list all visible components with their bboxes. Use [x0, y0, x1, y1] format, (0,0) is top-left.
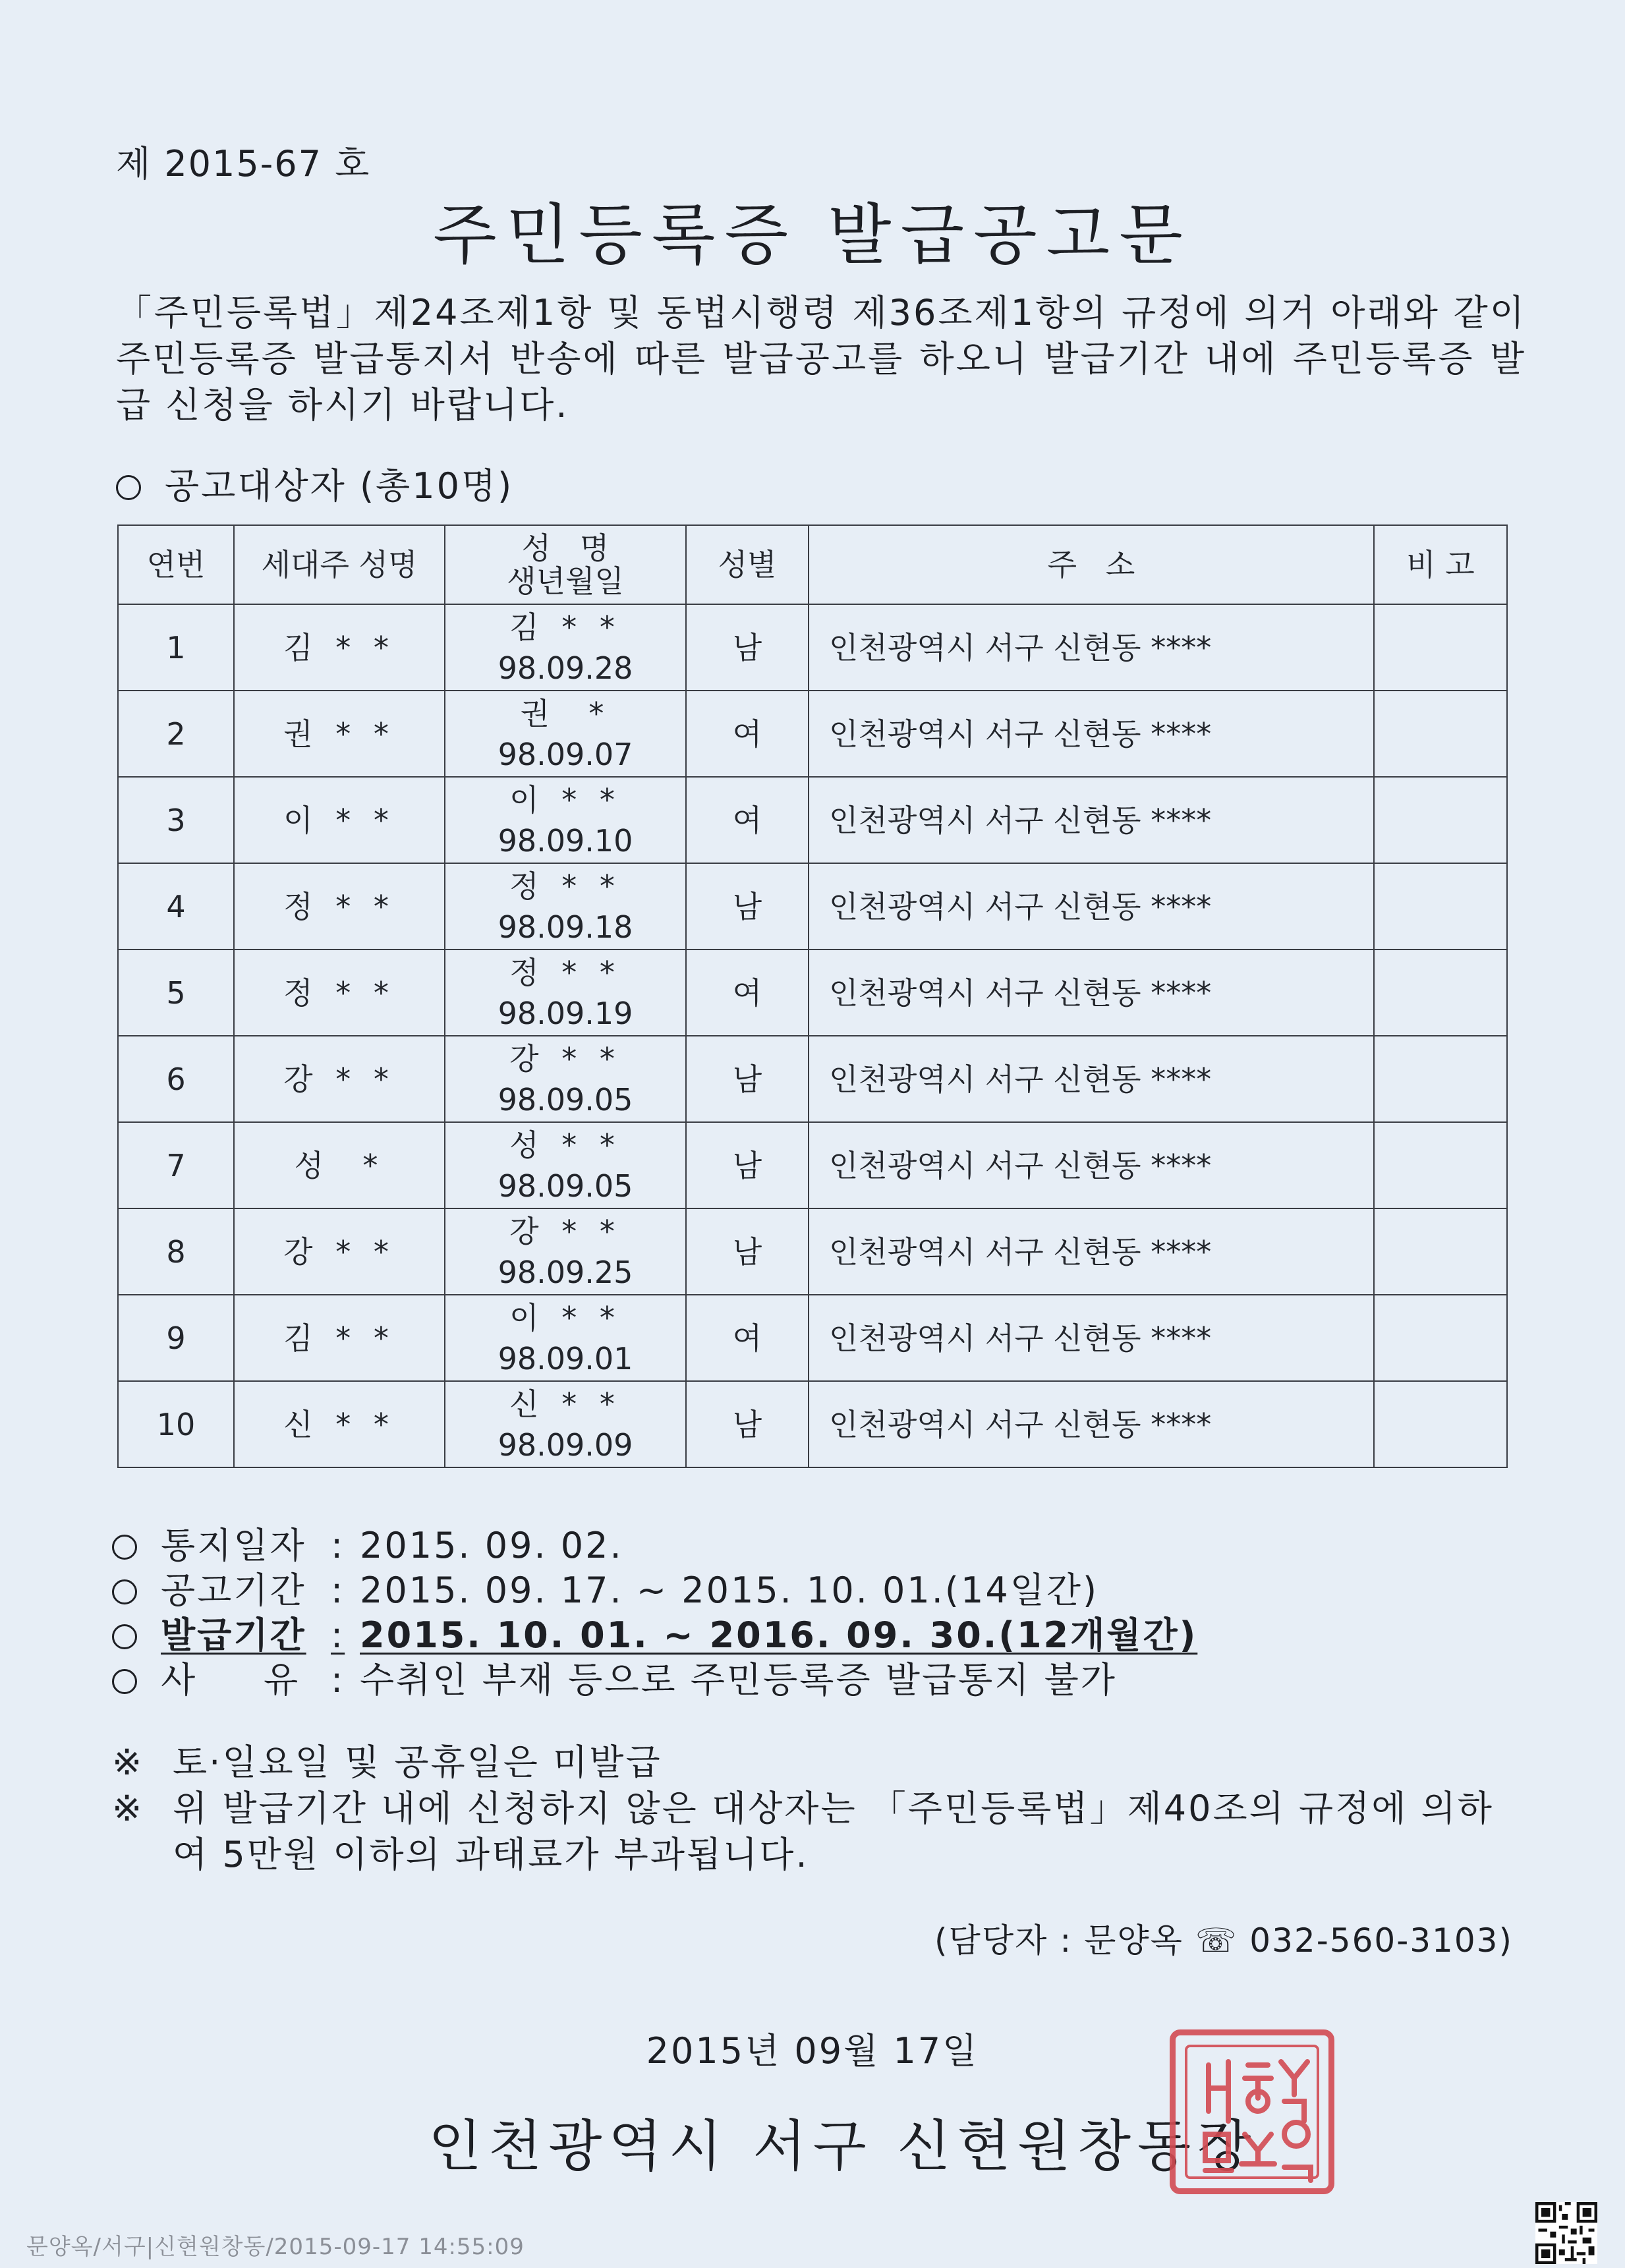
cell-address: 인천광역시 서구 신현동 ****	[809, 950, 1374, 1036]
header-remarks: 비 고	[1374, 525, 1507, 604]
info-notice-date	[112, 1523, 1197, 1568]
cell-name-birth	[445, 1036, 686, 1122]
target-table	[117, 524, 1508, 1468]
official-seal-icon	[1170, 2029, 1334, 2194]
cell-birth: 98.09.05	[498, 1081, 633, 1118]
cell-birth: 98.09.09	[498, 1427, 633, 1463]
cell-no: 9	[118, 1295, 234, 1381]
cell-gender: 남	[686, 604, 809, 691]
cell-householder: 정 * *	[234, 863, 445, 950]
reference-mark-icon: ※	[112, 1788, 144, 1829]
cell-address: 인천광역시 서구 신현동 ****	[809, 1208, 1374, 1295]
cell-name-birth	[445, 777, 686, 863]
cell-householder: 이 * *	[234, 777, 445, 863]
cell-name-birth	[445, 950, 686, 1036]
cell-name: 이 * *	[509, 781, 621, 818]
cell-address: 인천광역시 서구 신현동 ****	[809, 604, 1374, 691]
cell-gender: 남	[686, 1122, 809, 1208]
info-reason	[112, 1658, 1197, 1703]
circle-bullet-icon	[112, 1624, 137, 1649]
cell-birth: 98.09.10	[498, 822, 633, 859]
cell-address: 인천광역시 서구 신현동 ****	[809, 1122, 1374, 1208]
issue-period-value: 2015. 10. 01. ~ 2016. 09. 30.(12개월간)	[360, 1614, 1198, 1656]
cell-address: 인천광역시 서구 신현동 ****	[809, 863, 1374, 950]
cell-name: 성 * *	[509, 1127, 621, 1163]
cell-gender: 여	[686, 1295, 809, 1381]
cell-householder: 정 * *	[234, 950, 445, 1036]
issue-date: 2015년 09월 17일	[646, 2030, 979, 2072]
note-item	[112, 1740, 1516, 1786]
cell-gender: 여	[686, 691, 809, 777]
note-item	[112, 1786, 1516, 1878]
cell-gender: 남	[686, 1381, 809, 1467]
header-no: 연번	[118, 525, 234, 604]
cell-birth: 98.09.07	[498, 736, 633, 772]
cell-name-birth	[445, 604, 686, 691]
cell-remarks	[1374, 691, 1507, 777]
cell-name-birth	[445, 1295, 686, 1381]
cell-remarks	[1374, 604, 1507, 691]
cell-remarks	[1374, 1036, 1507, 1122]
table-body	[118, 604, 1507, 1467]
header-name: 성 명	[521, 530, 610, 566]
table-row	[118, 691, 1507, 777]
posting-period-value: 2015. 09. 17. ~ 2015. 10. 01.(14일간)	[360, 1570, 1099, 1611]
print-footer: 문양옥/서구|신현원창동/2015-09-17 14:55:09	[26, 2234, 525, 2260]
circle-bullet-icon	[112, 1669, 137, 1694]
cell-name: 강 * *	[509, 1213, 621, 1249]
colon: :	[331, 1570, 345, 1611]
reason-label: 사 유	[161, 1659, 300, 1701]
colon: :	[331, 1614, 345, 1656]
notes	[112, 1740, 1516, 1878]
cell-name-birth	[445, 691, 686, 777]
cell-no: 10	[118, 1381, 234, 1467]
table-row	[118, 1381, 1507, 1467]
header-gender: 성별	[686, 525, 809, 604]
cell-birth: 98.09.25	[498, 1254, 633, 1290]
cell-remarks	[1374, 777, 1507, 863]
cell-address: 인천광역시 서구 신현동 ****	[809, 1381, 1374, 1467]
cell-remarks	[1374, 1122, 1507, 1208]
colon: :	[331, 1659, 345, 1701]
cell-birth: 98.09.18	[498, 909, 633, 945]
target-heading-text: 공고대상자 (총10명)	[165, 465, 514, 507]
cell-no: 6	[118, 1036, 234, 1122]
cell-remarks	[1374, 950, 1507, 1036]
cell-no: 4	[118, 863, 234, 950]
note-text: 토·일요일 및 공휴일은 미발급	[173, 1742, 662, 1783]
cell-householder: 김 * *	[234, 604, 445, 691]
cell-no: 3	[118, 777, 234, 863]
cell-birth: 98.09.28	[498, 650, 633, 686]
cell-address: 인천광역시 서구 신현동 ****	[809, 777, 1374, 863]
document-number: 제 2015-67 호	[116, 143, 371, 184]
circle-bullet-icon	[112, 1579, 137, 1604]
info-issue-period	[112, 1613, 1197, 1658]
cell-name: 이 * *	[509, 1299, 621, 1336]
cell-gender: 남	[686, 1208, 809, 1295]
table-row	[118, 604, 1507, 691]
reference-mark-icon: ※	[112, 1742, 144, 1783]
intro-paragraph: 「주민등록법」제24조제1항 및 동법시행령 제36조제1항의 규정에 의거 아래와 같이 주민등록증 발급통지서 반송에 따른 발급공고를 하오니 발급기간 내에 주민등록증 발급 신청을 하시기 바랍니다.	[116, 292, 1526, 426]
cell-birth: 98.09.01	[498, 1340, 633, 1376]
cell-name-birth	[445, 1208, 686, 1295]
cell-remarks	[1374, 1381, 1507, 1467]
cell-householder: 김 * *	[234, 1295, 445, 1381]
cell-name: 정 * *	[509, 954, 621, 990]
cell-name: 강 * *	[509, 1040, 621, 1077]
issuer-name: 인천광역시 서구 신현원창동장	[428, 2114, 1258, 2178]
issue-period-label: 발급기간	[161, 1614, 306, 1656]
cell-remarks	[1374, 863, 1507, 950]
cell-gender: 남	[686, 863, 809, 950]
cell-address: 인천광역시 서구 신현동 ****	[809, 1295, 1374, 1381]
cell-no: 1	[118, 604, 234, 691]
cell-name-birth	[445, 1122, 686, 1208]
cell-remarks	[1374, 1208, 1507, 1295]
note-text: 위 발급기간 내에 신청하지 않은 대상자는 「주민등록법」제40조의 규정에 의하여 5만원 이하의 과태료가 부과됩니다.	[173, 1788, 1494, 1875]
cell-no: 2	[118, 691, 234, 777]
table-row	[118, 1208, 1507, 1295]
cell-householder: 신 * *	[234, 1381, 445, 1467]
table-row	[118, 863, 1507, 950]
cell-name-birth	[445, 1381, 686, 1467]
colon: :	[331, 1525, 345, 1566]
header-address: 주 소	[809, 525, 1374, 604]
seal-glyphs	[1176, 2035, 1340, 2200]
cell-householder: 성 *	[234, 1122, 445, 1208]
table-row	[118, 1295, 1507, 1381]
header-birth: 생년월일	[507, 563, 624, 599]
cell-no: 5	[118, 950, 234, 1036]
header-name-birth	[445, 525, 686, 604]
table-row	[118, 950, 1507, 1036]
table-row	[118, 777, 1507, 863]
cell-address: 인천광역시 서구 신현동 ****	[809, 1036, 1374, 1122]
cell-name: 신 * *	[509, 1386, 621, 1422]
notice-date-label: 통지일자	[161, 1525, 306, 1566]
cell-householder: 권 * *	[234, 691, 445, 777]
notice-date-value: 2015. 09. 02.	[360, 1525, 623, 1566]
reason-value: 수취인 부재 등으로 주민등록증 발급통지 불가	[360, 1659, 1117, 1701]
cell-householder: 강 * *	[234, 1036, 445, 1122]
circle-bullet-icon	[112, 1535, 137, 1560]
table-row	[118, 1122, 1507, 1208]
contact-info: (담당자 : 문양옥 ☏ 032-560-3103)	[934, 1921, 1513, 1960]
info-list	[112, 1523, 1197, 1703]
target-heading	[116, 458, 513, 509]
table-header-row	[118, 525, 1507, 604]
cell-remarks	[1374, 1295, 1507, 1381]
cell-name: 김 * *	[509, 609, 621, 645]
cell-name: 정 * *	[509, 868, 621, 904]
cell-birth: 98.09.19	[498, 995, 633, 1031]
cell-address: 인천광역시 서구 신현동 ****	[809, 691, 1374, 777]
table-row	[118, 1036, 1507, 1122]
cell-no: 7	[118, 1122, 234, 1208]
cell-no: 8	[118, 1208, 234, 1295]
cell-householder: 강 * *	[234, 1208, 445, 1295]
info-posting-period	[112, 1568, 1197, 1613]
cell-birth: 98.09.05	[498, 1168, 633, 1204]
cell-name: 권 *	[520, 695, 611, 731]
posting-period-label: 공고기간	[161, 1570, 306, 1611]
cell-gender: 남	[686, 1036, 809, 1122]
cell-gender: 여	[686, 950, 809, 1036]
header-householder: 세대주 성명	[234, 525, 445, 604]
qr-code-icon	[1535, 2202, 1597, 2264]
circle-bullet-icon	[116, 475, 141, 500]
cell-gender: 여	[686, 777, 809, 863]
cell-name-birth	[445, 863, 686, 950]
page-title: 주민등록증 발급공고문	[433, 196, 1192, 273]
